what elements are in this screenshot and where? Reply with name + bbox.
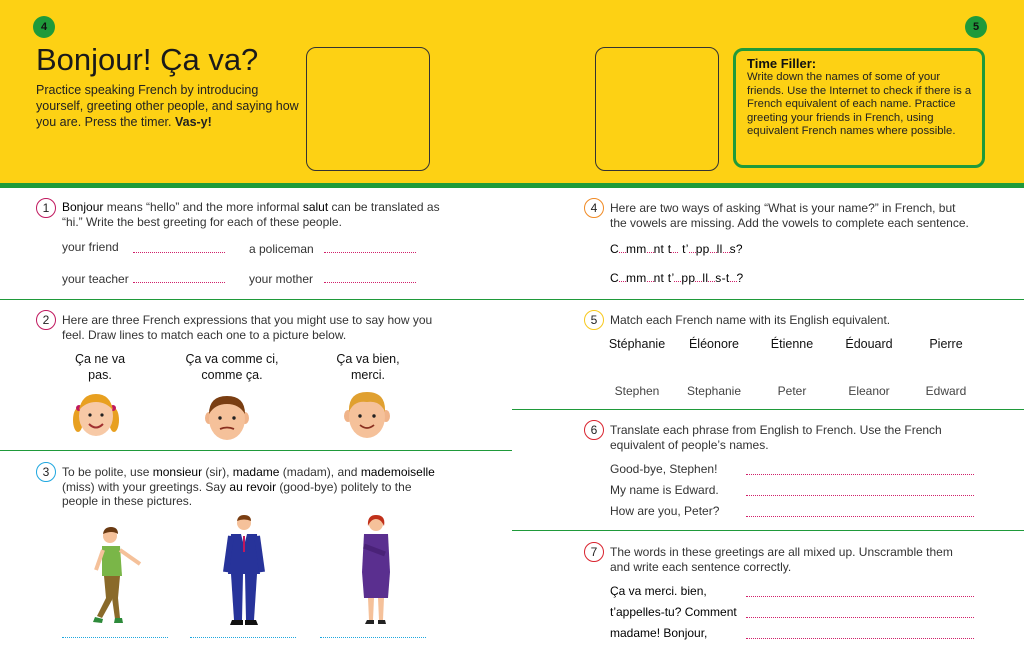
woman-in-suit-figure-icon[interactable] — [355, 512, 397, 628]
q5-french-name-2[interactable]: Éléonore — [688, 337, 740, 351]
q3-instructions: To be polite, use monsieur (sir), madame (madam), and mademoiselle (miss) with your greetings. Say au revoir (good-bye) politely to the people in these pictures. — [62, 465, 435, 508]
page-title: Bonjour! Ça va? — [36, 42, 259, 77]
smiling-boy-face-icon[interactable] — [342, 388, 392, 440]
q1-answer-teacher[interactable] — [133, 282, 225, 283]
q5-english-name-1[interactable]: Stephen — [614, 384, 660, 398]
girl-walking-figure-icon[interactable] — [90, 524, 146, 626]
q1-label-mother: your mother — [249, 272, 314, 286]
q5-number: 5 — [584, 310, 604, 330]
divider-q1-q2 — [0, 299, 512, 300]
q2-expression-3: Ça va bien, merci. — [336, 352, 400, 382]
q3-answer-2[interactable] — [190, 637, 296, 638]
q5-french-name-5[interactable]: Pierre — [929, 337, 963, 351]
q2-instructions: Here are three French expressions that you might use to say how you feel. Draw lines to match each one to a picture below. — [62, 313, 433, 342]
q6-answer-1[interactable] — [746, 474, 974, 475]
q6-number: 6 — [584, 420, 604, 440]
q1-label-policeman: a policeman — [249, 242, 314, 256]
q3-answer-3[interactable] — [320, 637, 426, 638]
q6-instructions: Translate each phrase from English to French. Use the French equivalent of people’s names. — [610, 423, 942, 452]
q3-number: 3 — [36, 462, 56, 482]
header-divider — [0, 183, 1024, 188]
time-filler-title: Time Filler: — [747, 56, 817, 71]
man-in-suit-figure-icon[interactable] — [222, 512, 266, 628]
q4-sentence-2[interactable]: C mm nt t’ pp ll s-t ? — [610, 271, 744, 285]
q6-phrase-3: How are you, Peter? — [610, 504, 720, 518]
q1-answer-friend[interactable] — [133, 252, 225, 253]
q7-answer-2[interactable] — [746, 617, 974, 618]
q4-number: 4 — [584, 198, 604, 218]
q7-instructions: The words in these greetings are all mixed up. Unscramble them and write each sentence correctly. — [610, 545, 953, 574]
q4-instructions: Here are two ways of asking “What is your name?” in French, but the vowels are missing. Add the vowels to complete each sentence. — [610, 201, 969, 230]
page-number-left: 4 — [33, 16, 55, 38]
divider-q6-q7 — [512, 530, 1024, 531]
q5-french-name-3[interactable]: Étienne — [770, 337, 814, 351]
q1-instructions: Bonjour means “hello” and the more informal salut can be translated as “hi.” Write the best greeting for each of these people. — [62, 200, 440, 229]
q6-answer-3[interactable] — [746, 516, 974, 517]
q7-scrambled-1: Ça va merci. bien, — [610, 584, 707, 598]
timer-box-right[interactable] — [595, 47, 719, 171]
divider-q2-q3 — [0, 450, 512, 451]
q2-number: 2 — [36, 310, 56, 330]
q7-scrambled-2: t’appelles-tu? Comment — [610, 605, 737, 619]
q7-number: 7 — [584, 542, 604, 562]
timer-box-left[interactable] — [306, 47, 430, 171]
q7-answer-1[interactable] — [746, 596, 974, 597]
divider-q4-q5 — [512, 299, 1024, 300]
q5-instructions: Match each French name with its English equivalent. — [610, 313, 891, 327]
q6-phrase-1: Good-bye, Stephen! — [610, 462, 718, 476]
q1-answer-mother[interactable] — [324, 282, 416, 283]
q4-sentence-1[interactable]: C mm nt t t’ pp ll s? — [610, 242, 743, 256]
q7-scrambled-3: madame! Bonjour, — [610, 626, 708, 640]
neutral-boy-face-icon[interactable] — [203, 392, 251, 442]
q5-english-name-2[interactable]: Stephanie — [686, 384, 742, 398]
q1-label-teacher: your teacher — [62, 272, 129, 286]
q1-label-friend: your friend — [62, 240, 119, 254]
q5-french-name-4[interactable]: Édouard — [845, 337, 893, 351]
q2-expression-1: Ça ne va pas. — [74, 352, 126, 382]
q5-english-name-3[interactable]: Peter — [777, 384, 807, 398]
q1-number: 1 — [36, 198, 56, 218]
happy-girl-face-icon[interactable] — [70, 388, 122, 442]
q5-french-name-1[interactable]: Stéphanie — [608, 337, 666, 351]
divider-q5-q6 — [512, 409, 1024, 410]
q2-expression-2: Ça va comme ci, comme ça. — [185, 352, 279, 382]
q5-english-name-4[interactable]: Eleanor — [848, 384, 890, 398]
time-filler-text: Write down the names of some of your friends. Use the Internet to check if there is a French equivalent of each name. Practice greeting your friends in French, using equivalent French names where possible. — [747, 71, 972, 138]
page-number-right: 5 — [965, 16, 987, 38]
q5-english-name-5[interactable]: Edward — [925, 384, 967, 398]
time-filler-box — [733, 48, 985, 168]
intro-text: Practice speaking French by introducing yourself, greeting other people, and saying how you are. Press the timer. Vas-y! — [36, 83, 299, 129]
q6-answer-2[interactable] — [746, 495, 974, 496]
q3-answer-1[interactable] — [62, 637, 168, 638]
q1-answer-policeman[interactable] — [324, 252, 416, 253]
q7-answer-3[interactable] — [746, 638, 974, 639]
q6-phrase-2: My name is Edward. — [610, 483, 719, 497]
